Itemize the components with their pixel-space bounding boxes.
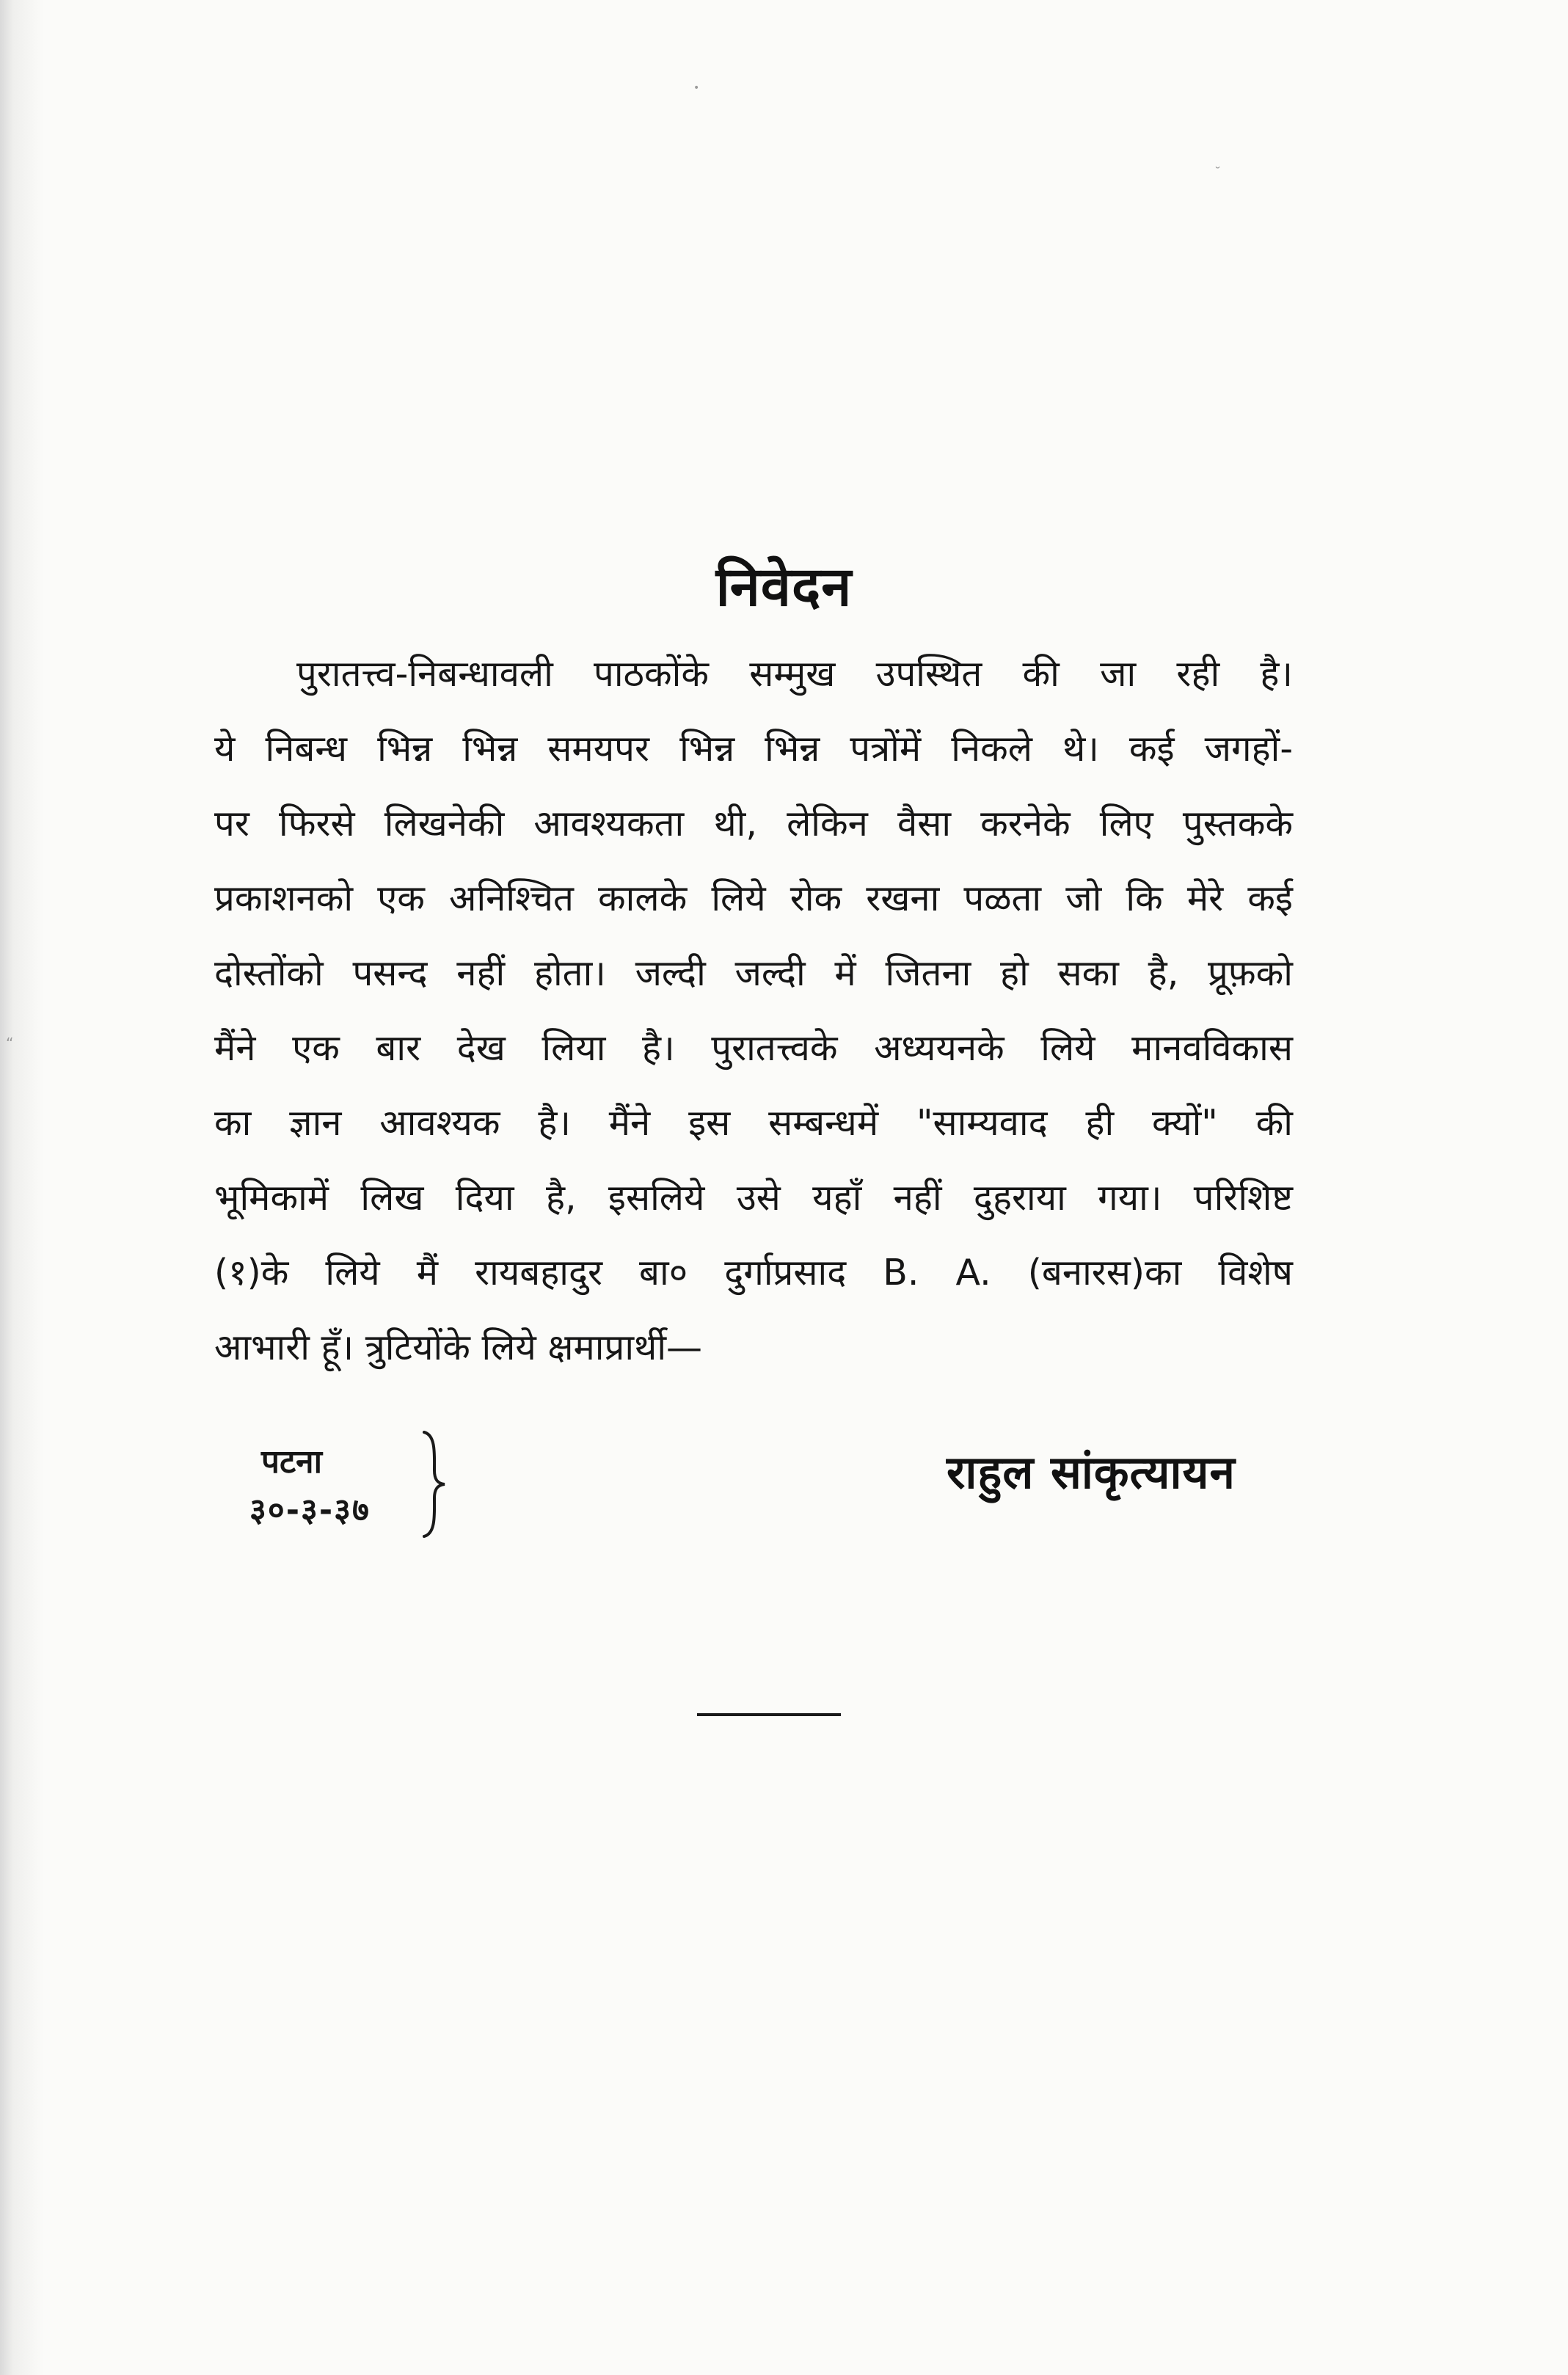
paragraph-line: भूमिकामें लिख दिया है, इसलिये उसे यहाँ नहीं दुहराया गया। परिशिष्ट [214,1177,1293,1219]
paragraph-line: आभारी हूँ। त्रुटियोंके लिये क्षमाप्रार्थी— [214,1327,703,1368]
page-title: निवेदन [715,555,853,619]
scan-speck: ˘ [1214,165,1221,180]
place-label: पटना [261,1443,322,1481]
paragraph-line: मैंने एक बार देख लिया है। पुरातत्त्वके अध्ययनके लिये मानवविकास [214,1027,1293,1069]
paragraph-line: का ज्ञान आवश्यक है। मैंने इस सम्बन्धमें "साम्यवाद ही क्यों" की [214,1102,1293,1144]
preface-paragraph [214,637,1293,1385]
paragraph-line: प्रकाशनको एक अनिश्चित कालके लिये रोक रखना पळता जो कि मेरे कई [214,878,1293,919]
paragraph-line: ये निबन्ध भिन्न भिन्न समयपर भिन्न भिन्न पत्रोंमें निकले थे। कई जगहों- [214,728,1293,770]
paragraph-line: (१)के लिये मैं रायबहादुर बा० दुर्गाप्रसाद B. A. (बनारस)का विशेष [214,1252,1293,1294]
date-label: ३०-३-३७ [249,1492,371,1529]
paragraph-line: पुरातत्त्व-निबन्धावली पाठकोंके सम्मुख उपस्थित की जा रही है। [296,653,1293,695]
place-date-block [249,1438,411,1535]
author-signature: राहुल सांकृत्यायन [947,1445,1236,1499]
scan-speck: • [693,82,700,94]
paragraph-line: दोस्तोंको पसन्द नहीं होता। जल्दी जल्दी में जितना हो सका है, प्रूफ़को [214,952,1293,994]
section-divider [697,1713,841,1716]
scan-speck: “ [6,1035,14,1052]
curly-brace-icon [420,1429,449,1539]
paragraph-line: पर फिरसे लिखनेकी आवश्यकता थी, लेकिन वैसा करनेके लिए पुस्तकके [214,803,1293,844]
